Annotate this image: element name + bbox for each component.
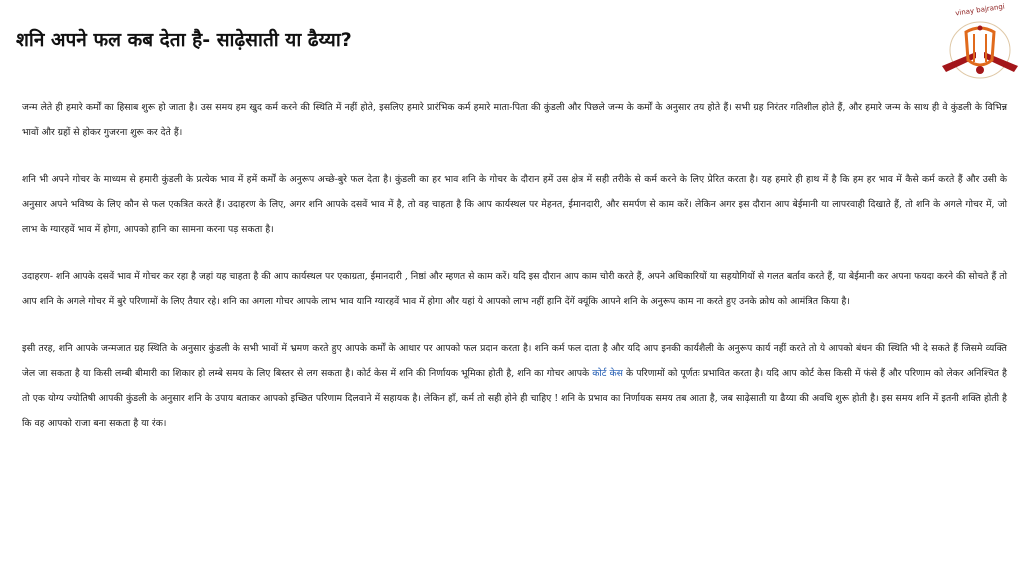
court-case-link[interactable]: कोर्ट केस: [592, 368, 623, 379]
paragraph-4: [22, 336, 1007, 436]
vinay-bajrangi-logo: [936, 4, 1024, 86]
paragraph-4-text-before: इसी तरह, शनि आपके जन्मजात ग्रह स्थिति के अनुसार कुंडली के सभी भावों में भ्रमण करते हुए आपके कर्मों के आधार पर आपको फल प्रदान करता है। शनि कर्म फल दाता है और यदि आप इनकी कार्यशैली के अनुरूप कार्य नहीं करते तो ये आपको बंधन की स्थिति भी दे सकते हैं जिसमे व्यक्ति जेल जा सकता है या किसी लम्बी बीमारी का शिकार हो लम्बे समय के लिए बिस्तर से लग सकता है। कोर्ट केस में शनि की निर्णायक भूमिका होती है, शनि का गोचर आपके: [22, 343, 1007, 379]
paragraph-1: जन्म लेते ही हमारे कर्मों का हिसाब शुरू हो जाता है। उस समय हम खुद कर्म करने की स्थिति में नहीं होते, इसलिए हमारे प्रारंभिक कर्म हमारे माता-पिता की कुंडली और पिछले जन्म के कर्मों के अनुसार तय होते हैं। सभी ग्रह निरंतर गतिशील होते हैं, और हमारे जन्म के साथ ही वे कुंडली के विभिन्न भावों और ग्रहों से होकर गुजरना शुरू कर देते हैं।: [22, 102, 1007, 138]
paragraph-2: शनि भी अपने गोचर के माध्यम से हमारी कुंडली के प्रत्येक भाव में हमें कर्मों के अनुरूप अच्छे-बुरे फल देता है। कुंडली का हर भाव शनि के गोचर के दौरान हमें उस क्षेत्र में सही तरीके से कर्म करने के लिए प्रेरित करता है। यह हमारे ही हाथ में है कि हम हर भाव में कैसे कर्म करते हैं और उसी के अनुसार अपने भविष्य के लिए कौन से फल एकत्रित करते हैं। उदाहरण के लिए, अगर शनि आपके दसवें भाव में है, तो वह चाहता है कि आप कार्यस्थल पर मेहनत, ईमानदारी, और समर्पण से काम करें। लेकिन अगर इस दौरान आप बेईमानी या लापरवाही दिखाते हैं, तो शनि के अगले गोचर में, जो लाभ के ग्यारहवें भाव में होगा, आपको हानि का सामना करना पड़ सकता है।: [22, 174, 1007, 235]
page-title: शनि अपने फल कब देता है- साढ़ेसाती या ढैय्या?: [16, 29, 352, 51]
paragraph-3: उदाहरण- शनि आपके दसवें भाव में गोचर कर रहा है जहां यह चाहता है की आप कार्यस्थल पर एकाग्रता, ईमानदारी , निष्ठां और म्हणत से काम करें। यदि इस दौरान आप काम चोरी करते हैं, अपने अधिकारियों या सहयोगियों से गलत बर्ताव करते हैं, या बेईमानी कर अपना फयदा करने की सोचते हैं तो आप शनि के अगले गोचर में बुरे परिणामों के लिए तैयार रहे। शनि का अगला गोचर आपके लाभ भाव यानि ग्यारहवें भाव में होगा और यहां ये आपको लाभ नहीं हानि देंगें क्यूंकि आपने शनि के अनुरूप काम ना करते हुए उनके क्रोध को आमंत्रित किया है।: [22, 271, 1007, 307]
logo-caption: vinay bajrangi: [954, 2, 1006, 18]
paragraph-4-text-after: के परिणामों को पूर्णतः प्रभावित करता है। यदि आप कोर्ट केस किसी में फंसे हैं और परिणाम को लेकर अनिश्चित है तो एक योग्य ज्योतिषी आपकी कुंडली के अनुसार शनि के उपाय बताकर आपको इच्छित परिणाम दिलवाने में सहायक है। लेकिन हाँ, कर्म तो सही होने ही चाहिए ! शनि के प्रभाव का निर्णायक समय तब आता है, जब साढ़ेसाती या ढैय्या की अवधि शुरू होती है। इस समय शनि में इतनी शक्ति होती है कि वह आपको राजा बना सकता है या रंक।: [22, 368, 1007, 429]
article-body: [22, 95, 1007, 458]
